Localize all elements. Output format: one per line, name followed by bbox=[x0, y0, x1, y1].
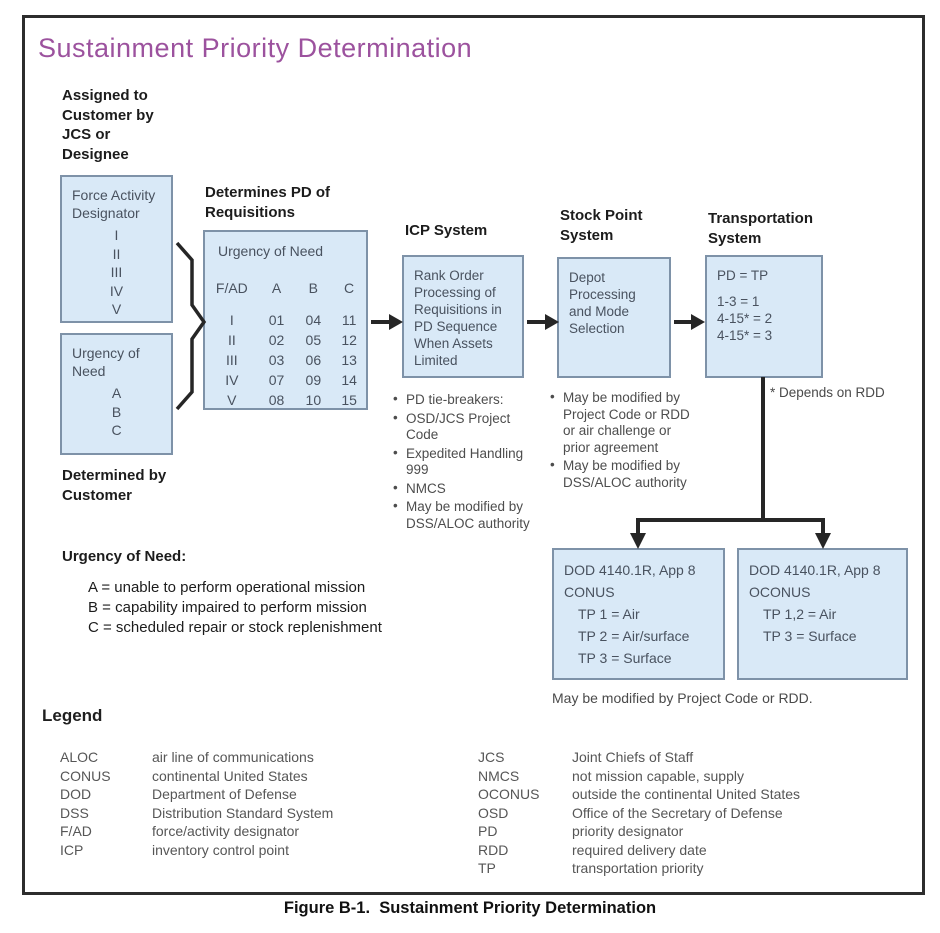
legend-abbr: CONUS bbox=[60, 767, 111, 784]
oconus-label: OCONUS bbox=[749, 584, 811, 600]
pd-cell: 05 bbox=[305, 332, 322, 348]
bullet-text: May be modified by DSS/ALOC authority bbox=[563, 458, 687, 490]
list-item bbox=[550, 390, 700, 456]
pd-cell: II bbox=[227, 332, 236, 348]
pd-cell: 08 bbox=[268, 392, 285, 408]
pd-col-c: C bbox=[344, 280, 355, 296]
pd-cell: 01 bbox=[268, 312, 285, 328]
legend-column-1 bbox=[60, 748, 333, 859]
pd-cell: 03 bbox=[268, 352, 285, 368]
legend-def: priority designator bbox=[572, 823, 684, 839]
legend-abbr: OSD bbox=[478, 804, 509, 821]
pd-cell: 12 bbox=[341, 332, 357, 348]
conus-tp-lines: TP 1 = Air TP 2 = Air/surface TP 3 = Surface bbox=[578, 606, 690, 666]
stock-box-text: Depot Processing and Mode Selection bbox=[569, 270, 636, 336]
pd-cell: 14 bbox=[341, 372, 357, 388]
legend-entry bbox=[60, 767, 333, 786]
depends-on-rdd-note: * Depends on RDD bbox=[770, 385, 885, 400]
transport-box-title: PD = TP bbox=[717, 268, 769, 283]
table-row bbox=[205, 350, 366, 370]
oconus-ref-line: DOD 4140.1R, App 8 bbox=[749, 562, 881, 578]
list-item bbox=[393, 392, 545, 409]
legend-entry bbox=[478, 785, 800, 804]
legend-entry bbox=[60, 785, 333, 804]
dod-oconus-box bbox=[737, 548, 908, 680]
list-item bbox=[393, 481, 545, 498]
bullet-icon: • bbox=[393, 498, 398, 513]
legend-entry bbox=[478, 767, 800, 786]
pd-col-b: B bbox=[308, 280, 318, 296]
legend-entry bbox=[60, 804, 333, 823]
legend-def: Joint Chiefs of Staff bbox=[572, 749, 694, 765]
pd-cell: 10 bbox=[305, 392, 322, 408]
legend-heading: Legend bbox=[42, 706, 103, 725]
bullet-icon: • bbox=[393, 444, 398, 460]
force-activity-designator-box bbox=[60, 175, 173, 323]
legend-def: force/activity designator bbox=[152, 823, 300, 839]
pd-cell: 07 bbox=[268, 372, 285, 388]
assigned-to-note: Assigned to Customer by JCS or Designee bbox=[62, 87, 154, 163]
pd-cell: IV bbox=[225, 372, 239, 388]
transport-box-lines: 1-3 = 1 4-15* = 2 4-15* = 3 bbox=[717, 294, 773, 343]
legend-def: air line of communications bbox=[152, 749, 314, 765]
legend-abbr: ICP bbox=[60, 841, 84, 858]
pd-cell: V bbox=[227, 392, 237, 408]
table-row bbox=[205, 330, 366, 350]
table-row bbox=[205, 310, 366, 330]
fad-box-items: I II III IV V bbox=[109, 227, 124, 317]
urgency-defs-lines: A = unable to perform operational mission B = capability impaired to perform mission C = scheduled repair or stock replenishment bbox=[88, 579, 382, 636]
table-row bbox=[205, 370, 366, 390]
legend-def: Department of Defense bbox=[152, 786, 297, 802]
legend-column-2 bbox=[478, 748, 800, 878]
legend-abbr: RDD bbox=[478, 841, 509, 858]
conus-ref-line: DOD 4140.1R, App 8 bbox=[564, 562, 696, 578]
transportation-system-label: Transportation System bbox=[708, 210, 814, 247]
table-row bbox=[205, 390, 366, 410]
pd-cell: 06 bbox=[305, 352, 322, 368]
bullet-text: May be modified by Project Code or RDD or air challenge or prior agreement bbox=[563, 390, 690, 455]
legend-abbr: TP bbox=[478, 860, 496, 876]
pd-cell: 15 bbox=[341, 392, 357, 408]
legend-def: required delivery date bbox=[572, 841, 707, 858]
stock-point-system-label: Stock Point System bbox=[560, 207, 643, 244]
legend-abbr: F/AD bbox=[60, 823, 92, 839]
bullet-icon: • bbox=[550, 457, 555, 472]
bullet-icon: • bbox=[393, 479, 398, 495]
icp-bullet-list bbox=[393, 392, 545, 534]
legend-abbr: OCONUS bbox=[478, 786, 540, 802]
conus-label: CONUS bbox=[564, 584, 615, 600]
bullet-text: Expedited Handling 999 bbox=[406, 445, 524, 477]
bullet-icon: • bbox=[393, 409, 398, 425]
icp-system-box bbox=[402, 255, 524, 378]
legend-def: continental United States bbox=[152, 767, 308, 784]
determines-pd-label: Determines PD of Requisitions bbox=[205, 184, 331, 221]
legend-def: Office of the Secretary of Defense bbox=[572, 804, 783, 821]
legend-def: inventory control point bbox=[152, 841, 289, 858]
legend-abbr: ALOC bbox=[60, 749, 99, 765]
legend-entry bbox=[60, 748, 333, 767]
bullet-text: OSD/JCS Project Code bbox=[406, 410, 511, 442]
legend-def: transportation priority bbox=[572, 860, 704, 876]
list-item bbox=[393, 411, 545, 444]
transportation-box bbox=[705, 255, 823, 378]
pd-col-a: A bbox=[271, 280, 282, 296]
pd-col-fad: F/AD bbox=[215, 280, 248, 296]
pd-table-title: Urgency of Need bbox=[218, 243, 324, 259]
legend-entry bbox=[478, 804, 800, 823]
bullet-text: NMCS bbox=[406, 480, 446, 496]
legend-def: not mission capable, supply bbox=[572, 767, 744, 784]
fad-box-title: Force Activity Designator bbox=[72, 187, 156, 221]
list-item bbox=[393, 446, 545, 479]
stock-bullet-list bbox=[550, 390, 700, 493]
modified-by-project-note: May be modified by Project Code or RDD. bbox=[552, 690, 813, 706]
legend-abbr: JCS bbox=[478, 749, 505, 765]
legend-entry bbox=[478, 748, 800, 767]
bullet-text: PD tie-breakers: bbox=[406, 392, 504, 407]
pd-cell: 13 bbox=[341, 352, 357, 368]
pd-cell: 02 bbox=[268, 332, 285, 348]
bullet-text: May be modified by DSS/ALOC authority bbox=[406, 499, 530, 531]
legend-entry bbox=[478, 859, 800, 878]
pd-table-box bbox=[203, 230, 368, 410]
pd-cell: 09 bbox=[305, 372, 322, 388]
legend-abbr: PD bbox=[478, 823, 498, 839]
legend-abbr: DOD bbox=[60, 786, 92, 802]
uon-box-items: A B C bbox=[111, 385, 122, 438]
page-title: Sustainment Priority Determination bbox=[38, 33, 473, 63]
bullet-icon: • bbox=[393, 391, 398, 406]
legend-entry bbox=[478, 822, 800, 841]
urgency-of-need-box bbox=[60, 333, 173, 455]
icp-system-label: ICP System bbox=[405, 222, 488, 239]
list-item bbox=[393, 499, 545, 532]
legend-abbr: NMCS bbox=[478, 767, 520, 784]
bullet-icon: • bbox=[550, 389, 555, 404]
list-item bbox=[550, 458, 700, 491]
figure-caption: Figure B-1. Sustainment Priority Determination bbox=[283, 899, 657, 917]
uon-box-title: Urgency of Need bbox=[72, 345, 140, 379]
pd-table-header bbox=[205, 280, 366, 296]
determined-by-note: Determined by Customer bbox=[62, 467, 167, 504]
dod-conus-box bbox=[552, 548, 725, 680]
pd-cell: 04 bbox=[305, 312, 322, 328]
pd-cell: III bbox=[226, 352, 238, 368]
legend-def: Distribution Standard System bbox=[152, 804, 334, 821]
stock-point-box bbox=[557, 257, 671, 378]
urgency-defs-heading: Urgency of Need: bbox=[62, 548, 187, 565]
icp-box-text: Rank Order Processing of Requisitions in PD Sequence When Assets Limited bbox=[414, 268, 502, 368]
pd-cell: 11 bbox=[341, 312, 357, 328]
pd-cell: I bbox=[229, 312, 234, 328]
oconus-tp-lines: TP 1,2 = Air TP 3 = Surface bbox=[763, 606, 857, 644]
legend-abbr: DSS bbox=[60, 804, 89, 821]
legend-entry bbox=[478, 841, 800, 860]
legend-entry bbox=[60, 841, 333, 860]
pd-table-body bbox=[205, 310, 366, 410]
legend-entry bbox=[60, 822, 333, 841]
legend-def: outside the continental United States bbox=[572, 786, 801, 802]
